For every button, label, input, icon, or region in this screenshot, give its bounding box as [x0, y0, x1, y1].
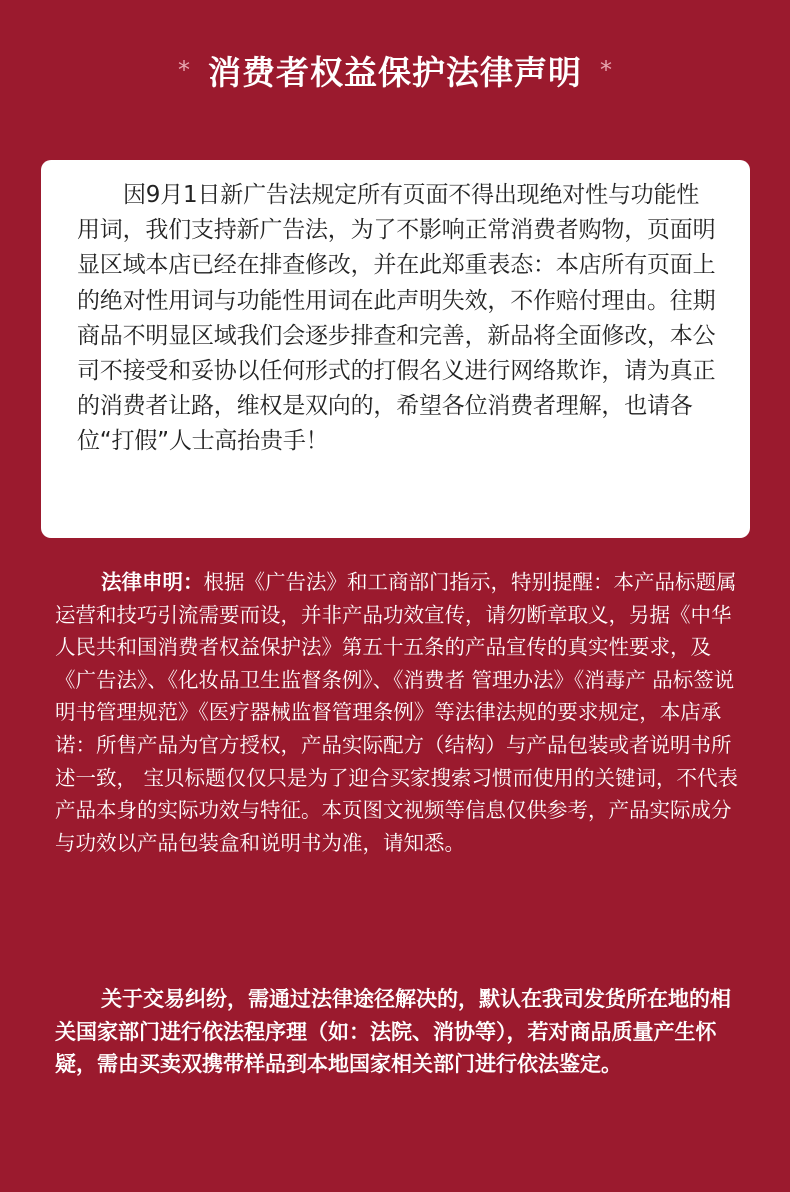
legal-title: 法律申明：: [101, 570, 204, 594]
header: [0, 38, 790, 102]
dispute-statement: 关于交易纠纷，需通过法律途径解决的，默认在我司发货所在地的相关国家部门进行依法程序理（如：法院、消协等），若对商品质量产生怀疑，需由买卖双携带样品到本地国家相关部门进行依法鉴定。: [55, 987, 731, 1077]
star-left-icon: *: [178, 56, 190, 84]
page-title: 消费者权益保护法律声明: [208, 52, 582, 92]
legal-text: 根据《广告法》和工商部门指示，特别提醒：本产品标题属运营和技巧引流需要而设，并非产品功效宣传，请勿断章取义，另据《中华人民共和国消费者权益保护法》第五十五条的产品宣传的真实性要求，及《广告法》、《化妆品卫生监督条例》、《消费者 管理办法》《消毒产 品标签说明书管理规范》《医疗器械监督管理条例》等法律法规的要求规定，本店承诺：所售产品为官方授权，产品实际配方（结构）与产品包装或者说明书所述一致， 宝贝标题仅仅只是为了迎合买家搜索习惯而使用的关键词，不代表产品本身的实际功效与特征。本页图文视频等信息仅供参考，产品实际成分与功效以产品包装盒和说明书为准，请知悉。: [55, 570, 739, 855]
notice-card: [41, 160, 750, 538]
notice-text: 因9月1日新广告法规定所有页面不得出现绝对性与功能性用词，我们支持新广告法，为了不影响正常消费者购物，页面明显区域本店已经在排查修改，并在此郑重表态：本店所有页面上的绝对性用词与功能性用词在此声明失效，不作赔付理由。往期商品不明显区域我们会逐步排查和完善，新品将全面修改，本公司不接受和妥协以任何形式的打假名义进行网络欺诈，请为真正的消费者让路，维权是双向的，希望各位消费者理解，也请各位“打假”人士高抬贵手！: [77, 182, 716, 455]
star-right-icon: *: [600, 56, 612, 84]
legal-statement: [55, 566, 745, 859]
